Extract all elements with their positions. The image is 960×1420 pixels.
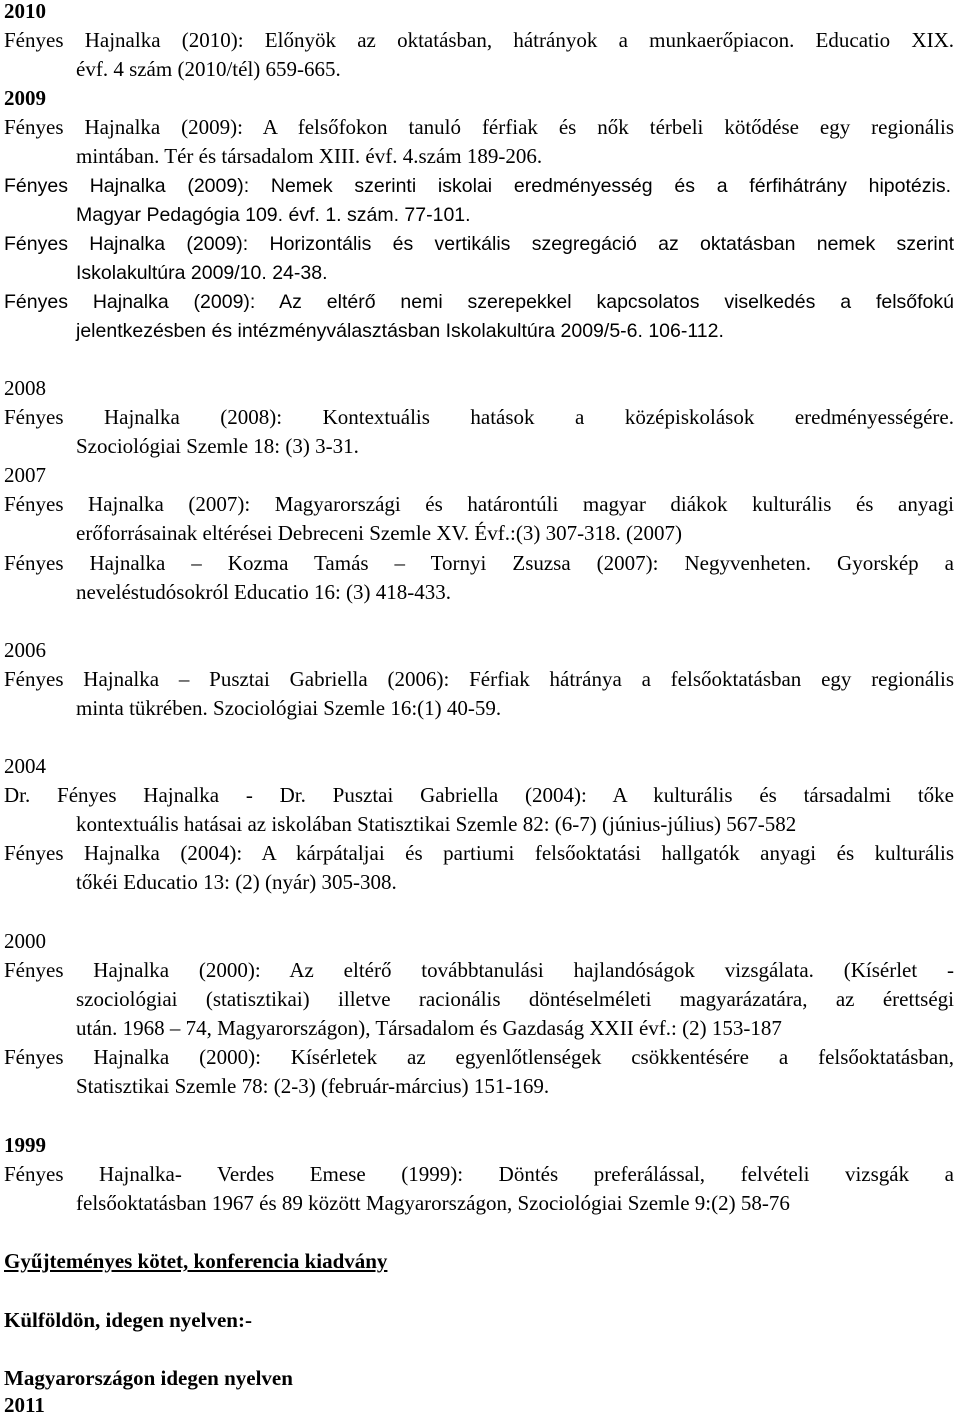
year-heading: 2008 <box>4 376 46 400</box>
year-heading: 2000 <box>4 929 46 953</box>
year-heading: 2004 <box>4 754 46 778</box>
domestic-foreign-language-heading: Magyarországon idegen nyelven <box>4 1366 293 1390</box>
citation-line: Fényes Hajnalka (2004): A kárpátaljai és partiumi felsőoktatási hallgatók anyagi és kulturális <box>4 841 954 865</box>
citation-line: Fényes Hajnalka (2009): A felsőfokon tanuló férfiak és nők térbeli kötődése egy regionális <box>4 115 954 139</box>
citation-line: kontextuális hatásai az iskolában Statisztikai Szemle 82: (6-7) (június-július) 567-582 <box>76 812 797 836</box>
abroad-heading: Külföldön, idegen nyelven:- <box>4 1308 252 1332</box>
citation-line: tőkéi Educatio 13: (2) (nyár) 305-308. <box>76 870 397 894</box>
citation-line: szociológiai (statisztikai) illetve racionális döntéselméleti magyarázatára, az érettségi <box>76 987 954 1011</box>
citation-line: Dr. Fényes Hajnalka - Dr. Pusztai Gabriella (2004): A kulturális és társadalmi tőke <box>4 783 954 807</box>
citation-line: Fényes Hajnalka (2010): Előnyök az oktatásban, hátrányok a munkaerőpiacon. Educatio XIX. <box>4 28 954 52</box>
citation-line: Magyar Pedagógia 109. évf. 1. szám. 77-101. <box>76 204 471 226</box>
citation-line: jelentkezésben és intézményválasztásban Iskolakultúra 2009/5-6. 106-112. <box>76 320 724 342</box>
citation-line: felsőoktatásban 1967 és 89 között Magyarországon, Szociológiai Szemle 9:(2) 58-76 <box>76 1191 790 1215</box>
citation-line: Fényes Hajnalka – Pusztai Gabriella (2006): Férfiak hátránya a felsőoktatásban egy regionális <box>4 667 954 691</box>
year-heading: 2010 <box>4 0 46 23</box>
citation-line: Fényes Hajnalka (2009): Horizontális és vertikális szegregáció az oktatásban nemek szerint <box>4 233 954 255</box>
citation-line: Fényes Hajnalka – Kozma Tamás – Tornyi Zsuzsa (2007): Negyvenheten. Gyorskép a <box>4 551 954 575</box>
citation-line: neveléstudósokról Educatio 16: (3) 418-433. <box>76 580 452 604</box>
citation-line: Fényes Hajnalka (2009): Az eltérő nemi szerepekkel kapcsolatos viselkedés a felsőfokú <box>4 291 954 313</box>
year-heading: 1999 <box>4 1133 46 1157</box>
citation-line: után. 1968 – 74, Magyarországon), Társadalom és Gazdaság XXII évf.: (2) 153-187 <box>76 1016 782 1040</box>
citation-line: minta tükrében. Szociológiai Szemle 16:(1) 40-59. <box>76 696 502 720</box>
year-heading: 2009 <box>4 86 46 110</box>
citation-line: erőforrásainak eltérései Debreceni Szemle XV. Évf.:(3) 307-318. (2007) <box>76 521 683 545</box>
citation-line: Fényes Hajnalka (2009): Nemek szerinti iskolai eredményesség és a férfihátrány hipotézis. <box>4 175 951 197</box>
citation-line: Fényes Hajnalka (2000): Kísérletek az egyenlőtlenségek csökkentésére a felsőoktatásban, <box>4 1045 954 1069</box>
citation-line: Szociológiai Szemle 18: (3) 3-31. <box>76 434 359 458</box>
year-heading: 2007 <box>4 463 46 487</box>
citation-line: Statisztikai Szemle 78: (2-3) (február-március) 151-169. <box>76 1074 550 1098</box>
year-heading: 2011 <box>4 1393 45 1417</box>
citation-line: évf. 4 szám (2010/tél) 659-665. <box>76 57 341 81</box>
citation-line: Fényes Hajnalka (2008): Kontextuális hatások a középiskolások eredményességére. <box>4 405 954 429</box>
citation-line: Fényes Hajnalka (2000): Az eltérő továbbtanulási hajlandóságok vizsgálata. (Kísérlet - <box>4 958 954 982</box>
citation-line: mintában. Tér és társadalom XIII. évf. 4.szám 189-206. <box>76 144 543 168</box>
collected-volume-heading: Gyűjteményes kötet, konferencia kiadvány <box>4 1249 388 1273</box>
year-heading: 2006 <box>4 638 46 662</box>
citation-line: Iskolakultúra 2009/10. 24-38. <box>76 262 328 284</box>
citation-line: Fényes Hajnalka (2007): Magyarországi és határontúli magyar diákok kulturális és anyagi <box>4 492 954 516</box>
citation-line: Fényes Hajnalka- Verdes Emese (1999): Döntés preferálással, felvételi vizsgák a <box>4 1162 954 1186</box>
